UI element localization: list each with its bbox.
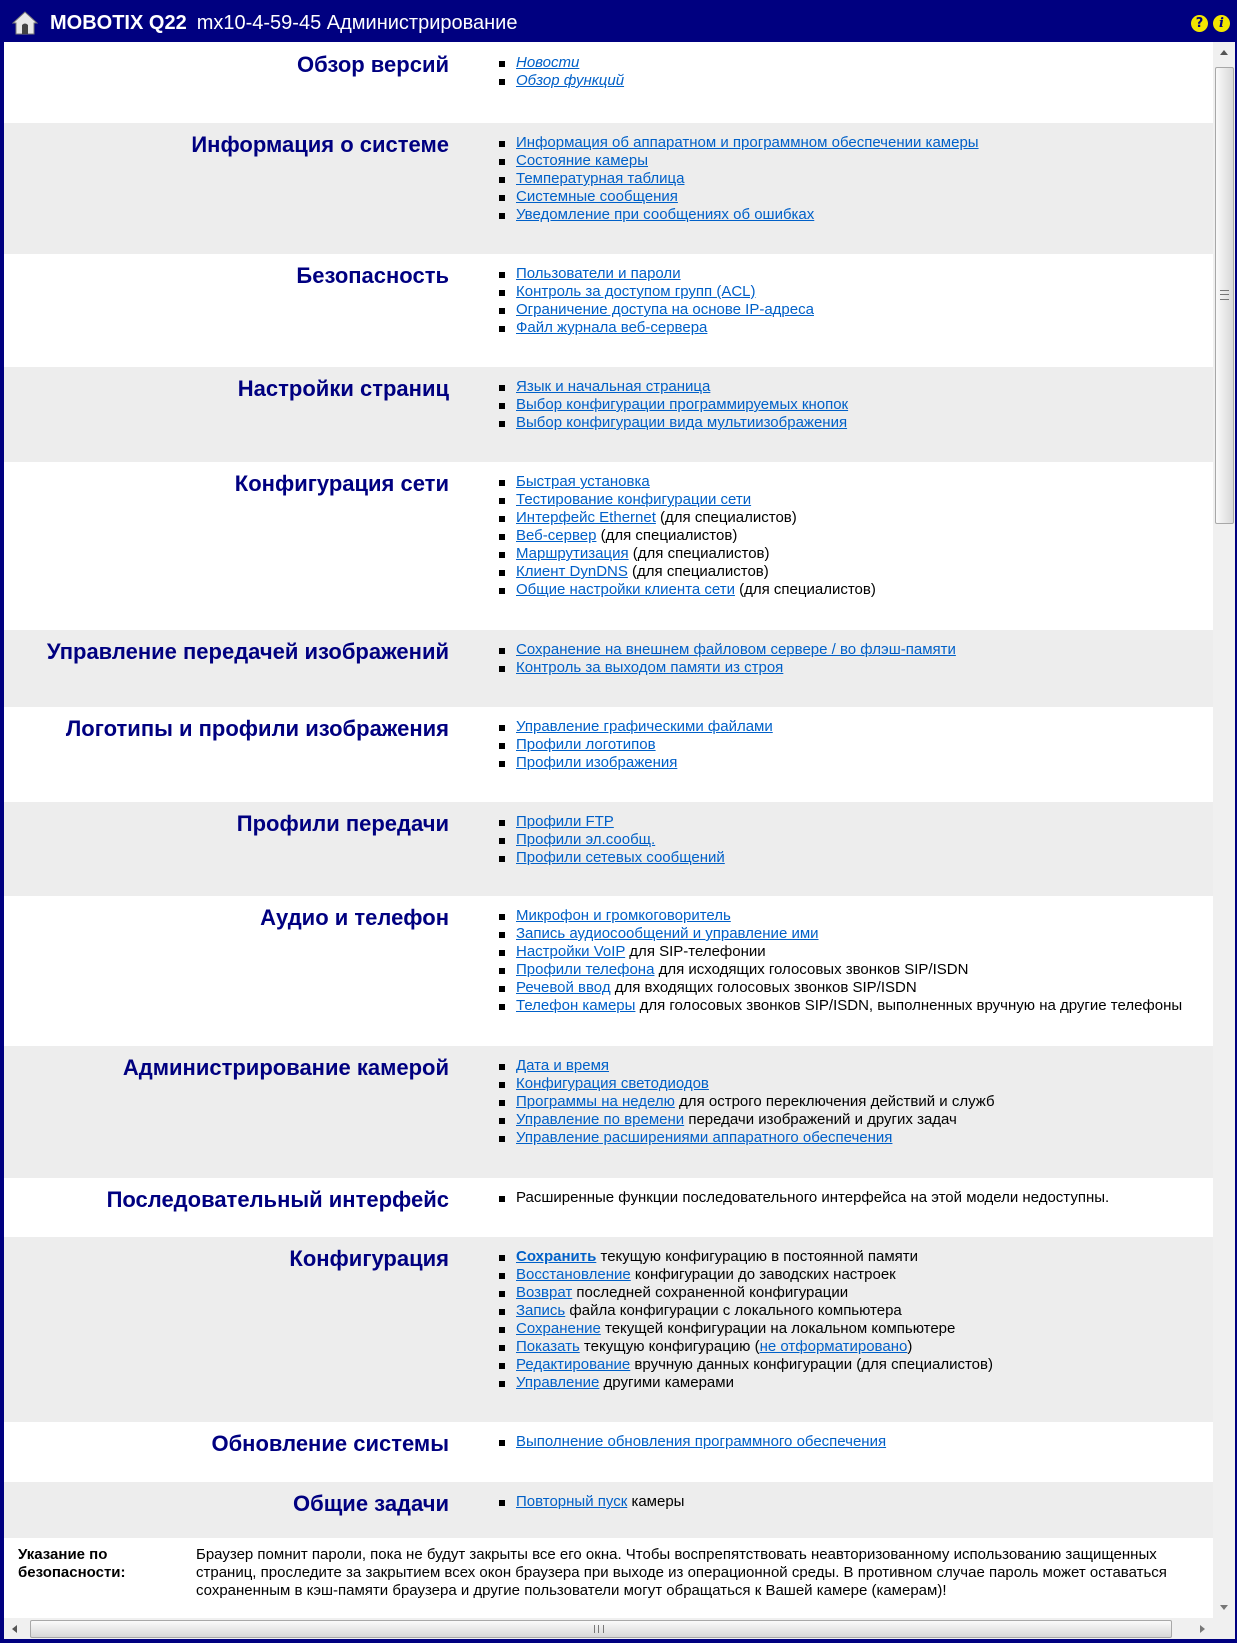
list-item [498, 396, 848, 414]
horizontal-scrollbar[interactable] [4, 1618, 1213, 1639]
section [4, 1046, 1213, 1178]
section-title: Обновление системы [211, 1431, 449, 1456]
link-description: (для специалистов) [628, 545, 770, 562]
menu-link[interactable]: Редактирование [516, 1356, 631, 1373]
window-title [50, 12, 517, 35]
help-icon[interactable]: ? [1191, 15, 1208, 32]
list-item [498, 961, 1182, 979]
list-item [498, 527, 876, 545]
list-item [498, 319, 814, 337]
section-title: Общие задачи [293, 1491, 449, 1516]
grip-icon [1220, 290, 1229, 300]
section-title: Безопасность [296, 263, 449, 288]
section-links [498, 1189, 1109, 1207]
link-description: текущей конфигурации на локальном компьютере [600, 1320, 956, 1337]
menu-link[interactable]: Профили логотипов [516, 736, 656, 753]
menu-link[interactable]: Профили телефона [516, 961, 655, 978]
menu-link[interactable]: Файл журнала веб-сервера [516, 319, 708, 336]
list-item [498, 188, 979, 206]
list-item [498, 265, 814, 283]
list-item [498, 1075, 995, 1093]
list-item [498, 1111, 995, 1129]
page-title: mx10-4-59-45 Администрирование [196, 12, 518, 34]
section [4, 630, 1213, 707]
grip-icon [594, 1625, 604, 1633]
home-icon[interactable] [12, 10, 38, 36]
arrow-left-icon [12, 1625, 17, 1633]
menu-link[interactable]: Дата и время [516, 1057, 610, 1074]
link-description: вручную данных конфигурации (для специалистов) [630, 1356, 993, 1373]
menu-link[interactable]: Микрофон и громкоговоритель [516, 907, 731, 924]
list-item [498, 581, 876, 599]
link-description: камеры [627, 1493, 685, 1510]
list-item [498, 736, 773, 754]
vertical-scroll-thumb[interactable] [1215, 67, 1234, 524]
scroll-up-button[interactable] [1213, 42, 1235, 64]
menu-link[interactable]: Системные сообщения [516, 188, 678, 205]
menu-link[interactable]: Профили эл.сообщ. [516, 831, 656, 848]
menu-link[interactable]: Показать [516, 1338, 580, 1355]
list-item [498, 1320, 993, 1338]
list-item [498, 1284, 993, 1302]
list-item [498, 849, 725, 867]
list-item [498, 943, 1182, 961]
menu-link[interactable]: Управление графическими файлами [516, 718, 773, 735]
menu-link[interactable]: Запись аудиосообщений и управление ими [516, 925, 819, 942]
link-description: файла конфигурации с локального компьютера [565, 1302, 902, 1319]
section [4, 802, 1213, 896]
menu-link[interactable]: Интерфейс Ethernet [516, 509, 656, 526]
menu-link[interactable]: Быстрая установка [516, 473, 650, 490]
menu-link[interactable]: Новости [516, 54, 580, 71]
menu-link[interactable]: Повторный пуск [516, 1493, 628, 1510]
menu-link[interactable]: Управление расширениями аппаратного обеспечения [516, 1129, 893, 1146]
menu-link[interactable]: Тестирование конфигурации сети [516, 491, 752, 508]
section-links [498, 54, 624, 90]
list-item [498, 206, 979, 224]
list-item [498, 563, 876, 581]
section-links [498, 473, 876, 599]
menu-link[interactable]: Веб-сервер [516, 527, 597, 544]
list-item [498, 491, 876, 509]
arrow-right-icon [1200, 1625, 1205, 1633]
section-title: Последовательный интерфейс [106, 1187, 449, 1212]
menu-link[interactable]: Профили сетевых сообщений [516, 849, 725, 866]
menu-link[interactable]: Телефон камеры [516, 997, 636, 1014]
list-item [498, 378, 848, 396]
link-description: ) [907, 1338, 913, 1355]
link-description: (для специалистов) [655, 509, 797, 526]
section-links [498, 1433, 886, 1451]
link-description: текущую конфигурацию в постоянной памяти [596, 1248, 919, 1265]
link-description: (для специалистов) [596, 527, 738, 544]
scroll-left-button[interactable] [4, 1618, 26, 1639]
link-description: конфигурации до заводских настроек [630, 1266, 896, 1283]
list-item [498, 1129, 995, 1147]
section-links [498, 641, 956, 677]
list-item [498, 1057, 995, 1075]
section-links [498, 1057, 995, 1147]
list-item [498, 414, 848, 432]
menu-link[interactable]: Клиент DynDNS [516, 563, 628, 580]
list-item [498, 545, 876, 563]
section-links [498, 907, 1182, 1015]
list-item [498, 641, 956, 659]
list-item [498, 659, 956, 677]
list-item [498, 1093, 995, 1111]
list-item [498, 1248, 993, 1266]
menu-link[interactable]: Маршрутизация [516, 545, 629, 562]
security-note-label: Указание по безопасности: [18, 1546, 126, 1581]
menu-link[interactable]: Речевой ввод [516, 979, 611, 996]
section [4, 42, 1213, 123]
section-title: Конфигурация [289, 1246, 449, 1271]
section [4, 367, 1213, 462]
security-note [4, 1538, 1213, 1618]
link-description: (для специалистов) [734, 581, 876, 598]
vertical-scrollbar[interactable] [1213, 42, 1235, 1618]
list-item [498, 718, 773, 736]
section-links [498, 1493, 684, 1511]
section [4, 123, 1213, 254]
section-links [498, 718, 773, 772]
menu-link[interactable]: Профили FTP [516, 813, 614, 830]
section-title: Администрирование камерой [122, 1055, 449, 1080]
scrollbar-corner [1213, 1618, 1235, 1639]
list-item [498, 907, 1182, 925]
list-item [498, 1493, 684, 1511]
menu-link[interactable]: Ограничение доступа на основе IP-адреса [516, 301, 814, 318]
section [4, 462, 1213, 630]
menu-link[interactable]: Управление [516, 1374, 600, 1391]
link-description: Расширенные функции последовательного интерфейса на этой модели недоступны. [516, 1189, 1110, 1206]
section-links [498, 378, 848, 432]
menu-link[interactable]: Контроль за доступом групп (ACL) [516, 283, 756, 300]
link-description: для исходящих голосовых звонков SIP/ISDN [654, 961, 969, 978]
section [4, 1237, 1213, 1422]
menu-link[interactable]: Настройки VoIP [516, 943, 626, 960]
list-item [498, 1374, 993, 1392]
list-item [498, 283, 814, 301]
list-item [498, 473, 876, 491]
link-description: текущую конфигурацию ( [579, 1338, 760, 1355]
list-item [498, 979, 1182, 997]
list-item [498, 831, 725, 849]
list-item [498, 72, 624, 90]
menu-link[interactable]: Возврат [516, 1284, 573, 1301]
menu-link[interactable]: Язык и начальная страница [516, 378, 711, 395]
section-links [498, 1248, 993, 1392]
list-item [498, 152, 979, 170]
menu-link[interactable]: Контроль за выходом памяти из строя [516, 659, 784, 676]
menu-link[interactable]: Сохранение на внешнем файловом сервере / во флэш-памяти [516, 641, 956, 658]
section [4, 707, 1213, 802]
list-item [498, 1302, 993, 1320]
menu-link[interactable]: не отформатировано [759, 1338, 908, 1355]
section [4, 1482, 1213, 1538]
section-title: Аудио и телефон [260, 905, 449, 930]
scroll-right-button[interactable] [1191, 1618, 1213, 1639]
section-title: Настройки страниц [237, 376, 449, 401]
link-description: последней сохраненной конфигурации [572, 1284, 849, 1301]
menu-link[interactable]: Выполнение обновления программного обеспечения [516, 1433, 887, 1450]
scroll-down-button[interactable] [1213, 1596, 1235, 1618]
brand-name: MOBOTIX Q22 [50, 12, 187, 34]
link-description: для острого переключения действий и служб [674, 1093, 995, 1110]
link-description: для SIP-телефонии [625, 943, 766, 960]
list-item [498, 301, 814, 319]
menu-link[interactable]: Сохранение [516, 1320, 601, 1337]
list-item [498, 1338, 993, 1356]
menu-link[interactable]: Уведомление при сообщениях об ошибках [516, 206, 815, 223]
list-item [498, 170, 979, 188]
section-title: Обзор версий [297, 52, 449, 77]
section-title: Управление передачей изображений [46, 639, 449, 664]
menu-link[interactable]: Профили изображения [516, 754, 678, 771]
list-item [498, 925, 1182, 943]
title-bar [2, 2, 1235, 42]
list-item [498, 1189, 1109, 1207]
section-title: Конфигурация сети [234, 471, 449, 496]
list-item [498, 1433, 886, 1451]
section-links [498, 265, 814, 337]
list-item [498, 134, 979, 152]
menu-link[interactable]: Температурная таблица [516, 170, 685, 187]
list-item [498, 1266, 993, 1284]
menu-link[interactable]: Общие настройки клиента сети [516, 581, 735, 598]
info-icon[interactable]: i [1213, 15, 1230, 32]
horizontal-scroll-thumb[interactable] [30, 1620, 1172, 1638]
section [4, 1178, 1213, 1237]
section [4, 1422, 1213, 1482]
admin-menu [4, 42, 1213, 1618]
arrow-up-icon [1220, 50, 1228, 55]
list-item [498, 54, 624, 72]
list-item [498, 754, 773, 772]
link-description: передачи изображений и других задач [684, 1111, 957, 1128]
section-title: Профили передачи [236, 811, 449, 836]
menu-link[interactable]: Управление по времени [516, 1111, 685, 1128]
menu-link[interactable]: Состояние камеры [516, 152, 649, 169]
list-item [498, 997, 1182, 1015]
menu-link[interactable]: Информация об аппаратном и программном обеспечении камеры [516, 134, 979, 151]
menu-link[interactable]: Восстановление [516, 1266, 631, 1283]
section [4, 254, 1213, 367]
section [4, 896, 1213, 1046]
menu-link[interactable]: Пользователи и пароли [516, 265, 681, 282]
menu-link[interactable]: Обзор функций [516, 72, 625, 89]
link-description: (для специалистов) [627, 563, 769, 580]
link-description: другими камерами [599, 1374, 734, 1391]
list-item [498, 813, 725, 831]
section-title: Логотипы и профили изображения [65, 716, 449, 741]
menu-link[interactable]: Конфигурация светодиодов [516, 1075, 709, 1092]
menu-link[interactable]: Программы на неделю [516, 1093, 675, 1110]
security-note-text: Браузер помнит пароли, пока не будут закрыты все его окна. Чтобы воспрепятствовать неавторизованному использованию защищенных страниц, проследите за закрытием всех окон браузера при выходе из операционной среды. В противном случае пароль может оставаться сохраненным в кэш-памяти браузера и другие пользователи могут обращаться к Вашей камере (камерам)! [196, 1546, 1167, 1599]
arrow-down-icon [1220, 1605, 1228, 1610]
menu-link[interactable]: Сохранить [516, 1248, 597, 1265]
menu-link[interactable]: Запись [516, 1302, 566, 1319]
section-title: Информация о системе [191, 132, 449, 157]
section-links [498, 813, 725, 867]
menu-link[interactable]: Выбор конфигурации программируемых кнопок [516, 396, 849, 413]
link-description: для входящих голосовых звонков SIP/ISDN [610, 979, 917, 996]
link-description: для голосовых звонков SIP/ISDN, выполненных вручную на другие телефоны [635, 997, 1183, 1014]
menu-link[interactable]: Выбор конфигурации вида мультиизображения [516, 414, 848, 431]
section-links [498, 134, 979, 224]
list-item [498, 1356, 993, 1374]
list-item [498, 509, 876, 527]
